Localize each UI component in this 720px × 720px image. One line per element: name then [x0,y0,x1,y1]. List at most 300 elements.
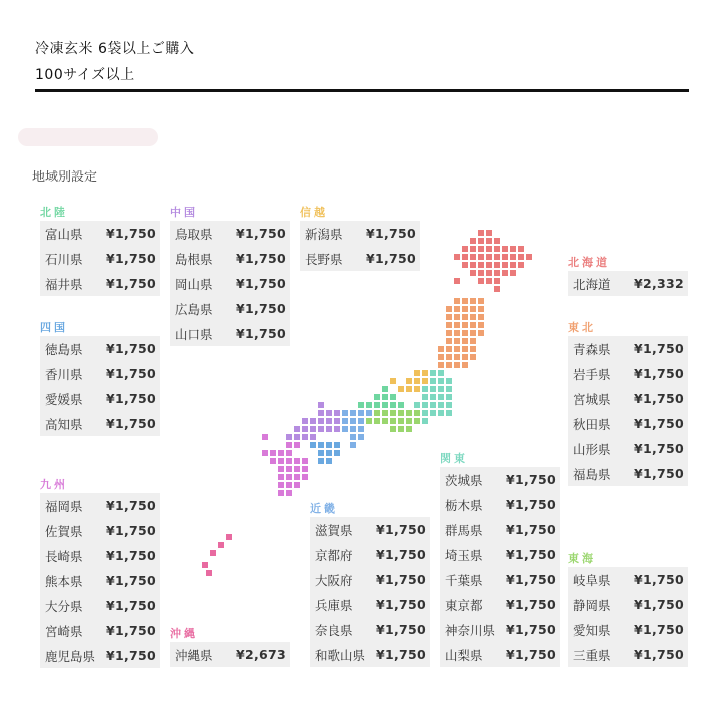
map-dot [438,354,444,360]
map-dot [414,418,420,424]
map-dot [382,394,388,400]
map-dot [430,378,436,384]
map-dot [302,434,308,440]
region-price-table [40,221,160,296]
map-dot [366,410,372,416]
table-row [40,493,160,518]
prefecture-name: 広島県 [175,301,213,317]
map-dot [278,490,284,496]
map-dot [334,418,340,424]
map-dot [414,378,420,384]
shipping-price: ¥1,750 [365,251,416,266]
table-row [40,271,160,296]
map-dot [478,314,484,320]
shipping-price: ¥1,750 [633,597,684,612]
prefecture-name: 滋賀県 [315,522,353,538]
map-dot [294,434,300,440]
prefecture-name: 青森県 [573,341,611,357]
map-dot [454,314,460,320]
map-dot [334,450,340,456]
map-dot [374,410,380,416]
prefecture-name: 大阪府 [315,572,353,588]
map-dot [502,254,508,260]
map-dot [510,262,516,268]
map-dot [422,410,428,416]
map-dot [398,402,404,408]
map-dot [438,370,444,376]
map-dot [446,362,452,368]
map-dot [390,426,396,432]
prefecture-name: 千葉県 [445,572,483,588]
shipping-price: ¥1,750 [505,572,556,587]
map-dot [334,426,340,432]
map-dot [350,426,356,432]
map-dot [286,458,292,464]
map-dot [382,418,388,424]
shipping-price: ¥1,750 [105,391,156,406]
map-dot [334,410,340,416]
map-dot [518,254,524,260]
prefecture-name: 東京都 [445,597,483,613]
table-row [440,467,560,492]
shipping-price: ¥2,332 [633,276,684,291]
map-dot [470,246,476,252]
map-dot [502,262,508,268]
map-dot [310,434,316,440]
map-dot [438,394,444,400]
prefecture-name: 徳島県 [45,341,83,357]
map-dot [478,246,484,252]
prefecture-name: 大分県 [45,598,83,614]
map-dot [462,254,468,260]
map-dot [446,402,452,408]
map-dot [350,418,356,424]
map-dot [438,362,444,368]
map-dot [478,330,484,336]
map-dot [494,254,500,260]
map-dot [462,322,468,328]
table-row [440,542,560,567]
map-dot [218,542,224,548]
map-dot [302,474,308,480]
map-dot [310,426,316,432]
map-dot [414,402,420,408]
region-title: 北海道 [568,256,610,269]
map-dot [478,278,484,284]
map-dot [454,346,460,352]
prefecture-name: 鳥取県 [175,226,213,242]
map-dot [358,402,364,408]
map-dot [462,314,468,320]
shipping-price: ¥1,750 [105,623,156,638]
map-dot [350,434,356,440]
prefecture-name: 富山県 [45,226,83,242]
shipping-price: ¥1,750 [105,498,156,513]
map-dot [446,378,452,384]
map-dot [398,426,404,432]
prefecture-name: 宮崎県 [45,623,83,639]
prefecture-name: 福島県 [573,466,611,482]
prefecture-name: 神奈川県 [445,622,496,638]
map-dot [286,474,292,480]
region-tokai [568,551,688,667]
table-row [40,568,160,593]
map-dot [486,262,492,268]
map-dot [302,458,308,464]
map-dot [478,306,484,312]
map-dot [518,262,524,268]
map-dot [358,426,364,432]
map-dot [278,450,284,456]
region-title: 沖縄 [170,627,198,640]
map-dot [446,314,452,320]
map-dot [454,330,460,336]
prefecture-name: 山形県 [573,441,611,457]
map-dot [478,270,484,276]
prefecture-name: 沖縄県 [175,647,213,663]
region-price-table [310,517,430,667]
map-dot [226,534,232,540]
map-dot [422,386,428,392]
prefecture-name: 三重県 [573,647,611,663]
shipping-price: ¥1,750 [505,472,556,487]
shipping-price: ¥1,750 [235,226,286,241]
map-dot [318,442,324,448]
region-chugoku [170,205,290,346]
map-dot [278,482,284,488]
map-dot [430,370,436,376]
shipping-price: ¥1,750 [375,622,426,637]
shipping-price: ¥1,750 [235,301,286,316]
map-dot [422,378,428,384]
map-dot [446,410,452,416]
table-row [440,492,560,517]
map-dot [286,434,292,440]
region-title: 東北 [568,321,596,334]
shipping-price: ¥1,750 [505,497,556,512]
map-dot [358,418,364,424]
map-dot [446,346,452,352]
prefecture-name: 長野県 [305,251,343,267]
shipping-price: ¥1,750 [633,622,684,637]
shipping-price: ¥1,750 [633,416,684,431]
table-row [40,518,160,543]
table-row [568,592,688,617]
shipping-price: ¥1,750 [375,597,426,612]
map-dot [478,298,484,304]
map-dot [510,246,516,252]
shipping-price: ¥1,750 [105,341,156,356]
prefecture-name: 石川県 [45,251,83,267]
prefecture-name: 岐阜県 [573,572,611,588]
table-row [170,221,290,246]
map-dot [366,418,372,424]
map-dot [430,394,436,400]
table-row [300,246,420,271]
map-dot [430,378,436,384]
header-divider [35,89,689,92]
prefecture-name: 京都府 [315,547,353,563]
map-dot [206,570,212,576]
map-dot [270,458,276,464]
prefecture-name: 佐賀県 [45,523,83,539]
map-dot [262,434,268,440]
map-dot [278,466,284,472]
table-row [440,617,560,642]
map-dot [318,418,324,424]
map-dot [454,362,460,368]
table-row [40,593,160,618]
table-row [568,361,688,386]
region-title: 中国 [170,206,198,219]
region-shinetsu [300,205,420,271]
map-dot [326,450,332,456]
map-dot [294,474,300,480]
map-dot [462,298,468,304]
table-row [170,271,290,296]
shipping-price: ¥1,750 [633,466,684,481]
map-dot [438,370,444,376]
map-dot [302,426,308,432]
table-row [40,411,160,436]
map-dot [326,442,332,448]
table-row [40,221,160,246]
page-title: 冷凍玄米 6袋以上ご購入 [35,41,195,57]
map-dot [462,306,468,312]
region-title: 関東 [440,452,468,465]
region-title: 四国 [40,321,68,334]
map-dot [406,378,412,384]
table-row [568,461,688,486]
region-price-table [300,221,420,271]
map-dot [326,458,332,464]
prefecture-name: 香川県 [45,366,83,382]
region-price-table [40,336,160,436]
prefecture-name: 鹿児島県 [45,648,96,664]
table-row [440,642,560,667]
region-tohoku [568,320,688,486]
map-dot [286,466,292,472]
map-dot [438,410,444,416]
map-dot [318,426,324,432]
prefecture-name: 長崎県 [45,548,83,564]
map-dot [406,418,412,424]
map-dot [414,370,420,376]
shipping-price: ¥1,750 [105,366,156,381]
map-dot [502,246,508,252]
shipping-price: ¥1,750 [375,522,426,537]
table-row [568,617,688,642]
shipping-price: ¥1,750 [105,251,156,266]
region-title: 九州 [40,478,68,491]
map-dot [430,386,436,392]
map-dot [390,418,396,424]
map-dot [462,338,468,344]
region-hokuriku [40,205,160,296]
prefecture-name: 埼玉県 [445,547,483,563]
map-dot [470,314,476,320]
map-dot [358,410,364,416]
map-dot [414,418,420,424]
map-dot [478,238,484,244]
table-row [310,517,430,542]
map-dot [382,410,388,416]
shipping-price: ¥1,750 [505,547,556,562]
map-dot [470,262,476,268]
map-dot [414,410,420,416]
region-price-table [568,336,688,486]
map-dot [454,322,460,328]
map-dot [310,418,316,424]
map-dot [318,458,324,464]
map-dot [350,410,356,416]
shipping-price: ¥1,750 [105,573,156,588]
map-dot [294,482,300,488]
shipping-price: ¥1,750 [235,251,286,266]
map-dot [494,238,500,244]
table-row [300,221,420,246]
map-dot [486,246,492,252]
shipping-price: ¥1,750 [375,572,426,587]
map-dot [374,394,380,400]
shipping-price: ¥1,750 [365,226,416,241]
shipping-price: ¥1,750 [105,523,156,538]
map-dot [326,410,332,416]
region-price-table [40,493,160,668]
map-dot [294,466,300,472]
map-dot [414,386,420,392]
prefecture-name: 北海道 [573,276,611,292]
table-row [40,246,160,271]
map-dot [390,402,396,408]
table-row [568,436,688,461]
region-shikoku [40,320,160,436]
table-row [170,642,290,667]
map-dot [446,386,452,392]
map-dot [210,550,216,556]
map-dot [374,402,380,408]
map-dot [462,262,468,268]
map-dot [454,354,460,360]
table-row [568,386,688,411]
map-dot [470,354,476,360]
map-dot [478,230,484,236]
map-dot [446,354,452,360]
map-dot [494,278,500,284]
map-dot [390,394,396,400]
map-dot [422,394,428,400]
map-dot [502,270,508,276]
shipping-price: ¥1,750 [105,598,156,613]
map-dot [446,306,452,312]
table-row [40,643,160,668]
prefecture-name: 岡山県 [175,276,213,292]
map-dot [462,246,468,252]
prefecture-name: 島根県 [175,251,213,267]
table-row [568,271,688,296]
map-dot [470,238,476,244]
map-dot [294,458,300,464]
map-dot [446,330,452,336]
table-row [310,617,430,642]
table-row [568,567,688,592]
region-title: 信越 [300,206,328,219]
map-dot [382,402,388,408]
table-row [568,642,688,667]
map-dot [510,254,516,260]
shipping-price: ¥1,750 [505,647,556,662]
prefecture-name: 福岡県 [45,498,83,514]
map-dot [382,386,388,392]
region-price-table [170,221,290,346]
map-dot [470,298,476,304]
map-dot [486,270,492,276]
map-dot [486,238,492,244]
region-price-table [568,271,688,296]
map-dot [486,230,492,236]
shipping-price: ¥1,750 [633,366,684,381]
map-dot [286,450,292,456]
map-dot [462,346,468,352]
map-dot [454,306,460,312]
prefecture-name: 愛媛県 [45,391,83,407]
shipping-price: ¥1,750 [633,647,684,662]
shipping-price: ¥1,750 [633,441,684,456]
prefecture-name: 群馬県 [445,522,483,538]
table-row [568,336,688,361]
map-dot [318,402,324,408]
map-dot [470,338,476,344]
map-dot [470,306,476,312]
prefecture-name: 愛知県 [573,622,611,638]
map-dot [478,254,484,260]
shipping-price: ¥1,750 [105,416,156,431]
region-title: 近畿 [310,502,338,515]
prefecture-name: 和歌山県 [315,647,366,663]
map-dot [358,434,364,440]
map-dot [342,418,348,424]
prefecture-name: 秋田県 [573,416,611,432]
shipping-price: ¥1,750 [505,597,556,612]
table-row [440,517,560,542]
map-dot [454,338,460,344]
map-dot [486,254,492,260]
region-kinki [310,501,430,667]
table-row [310,642,430,667]
region-title: 北陸 [40,206,68,219]
region-title: 東海 [568,552,596,565]
shipping-price: ¥1,750 [105,276,156,291]
map-dot [462,362,468,368]
shipping-price: ¥1,750 [105,648,156,663]
map-dot [422,370,428,376]
map-dot [422,402,428,408]
table-row [568,411,688,436]
shipping-price: ¥2,673 [235,647,286,662]
map-dot [350,442,356,448]
map-dot [342,410,348,416]
map-dot [486,278,492,284]
table-row [440,592,560,617]
map-dot [446,338,452,344]
map-dot [278,474,284,480]
map-dot [462,354,468,360]
shipping-price: ¥1,750 [505,522,556,537]
table-row [440,567,560,592]
prefecture-name: 宮城県 [573,391,611,407]
map-dot [318,450,324,456]
map-dot [374,418,380,424]
